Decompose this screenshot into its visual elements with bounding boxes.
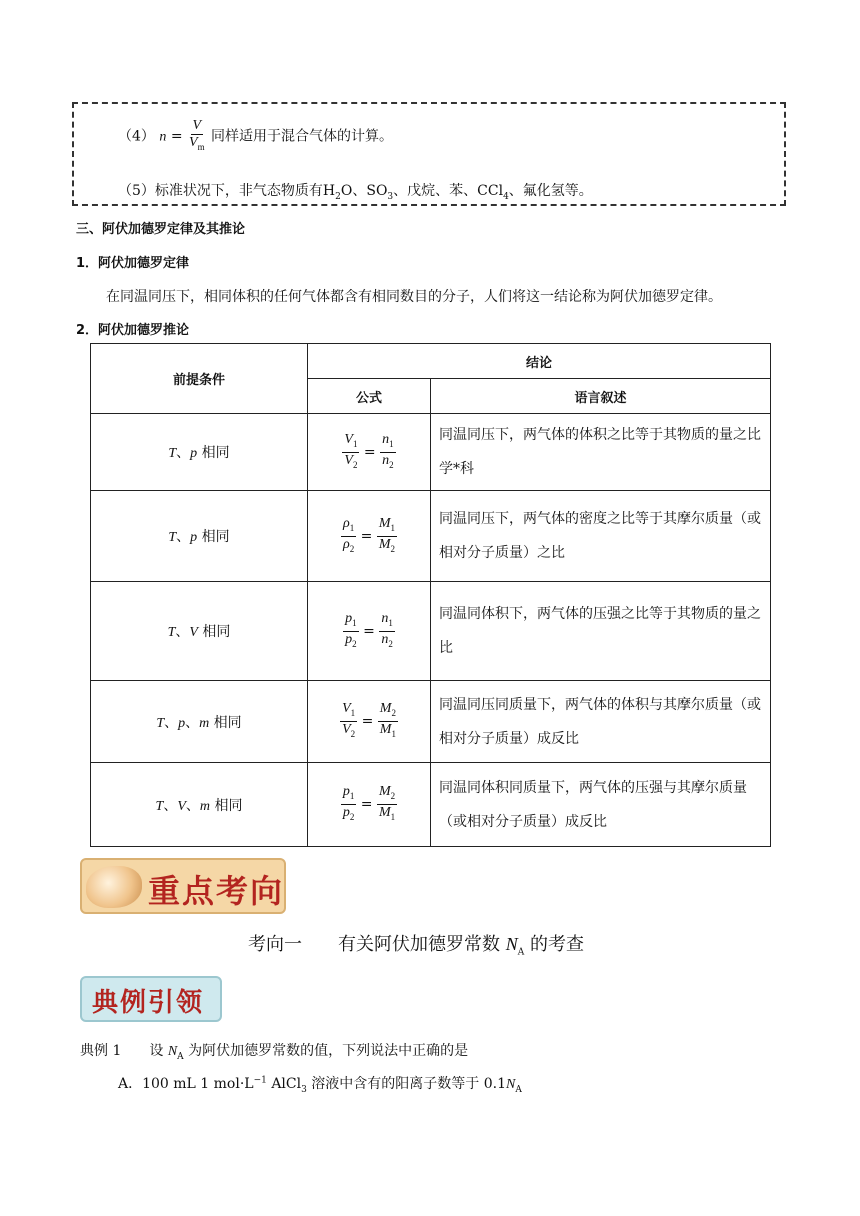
badge-title: 典例引领 <box>92 988 205 1018</box>
note-item-5: （5）标准状况下，非气态物质有$H_2O$、$SO_3$、戊烷、苯、CCl$_4$、氟化氢等。 <box>118 183 593 202</box>
example-1-option-a: A．100 mL 1 $mol\cdot L^{-1}$ AlCl$_3$ 溶液中含有的阳离子数等于 $0.1N_A$ <box>118 1075 522 1095</box>
description-cell: 同温同压同质量下，两气体的体积与其摩尔质量（或相对分子质量）成反比 <box>431 681 771 763</box>
table-row <box>91 414 771 491</box>
subsection-title-1: 1．阿伏加德罗定律 <box>76 256 190 271</box>
description-cell: 同温同压下，两气体的密度之比等于其摩尔质量（或相对分子质量）之比 <box>431 491 771 582</box>
seashell-icon <box>86 866 142 908</box>
note-item-4: （4） n = $\frac{V}{V_m}$ 同样适用于混合气体的计算。 <box>118 118 393 155</box>
formula-cell: $\frac{p_1}{p_2}$ = $\frac{M_2}{M_1}$ <box>308 763 431 847</box>
condition-cell: T、V、m 相同 <box>91 763 308 847</box>
key-direction-banner <box>80 858 286 914</box>
description-cell: 同温同体积同质量下，两气体的压强与其摩尔质量（或相对分子质量）成反比 <box>431 763 771 847</box>
header-description: 语言叙述 <box>431 379 771 414</box>
condition-cell: T、V 相同 <box>91 582 308 681</box>
header-condition: 前提条件 <box>91 344 308 414</box>
description-cell: 同温同体积下，两气体的压强之比等于其物质的量之比 <box>431 582 771 681</box>
formula-cell: $\frac{V_1}{V_2}$ = $\frac{M_2}{M_1}$ <box>308 681 431 763</box>
section-title: 三、阿伏加德罗定律及其推论 <box>76 222 246 237</box>
direction-title: 考向一 有关阿伏加德罗常数 $N_A$ 的考查 <box>248 934 584 958</box>
banner-title: 重点考向 <box>148 872 285 910</box>
fraction-v-over-vm: $\frac{V}{V_m}$ <box>189 118 205 152</box>
formula-cell: $\frac{p_1}{p_2}$ = $\frac{n_1}{n_2}$ <box>308 582 431 681</box>
table-row <box>91 681 771 763</box>
header-formula: 公式 <box>308 379 431 414</box>
formula-cell: $\frac{V_1}{V_2}$ = $\frac{n_1}{n_2}$ <box>308 414 431 491</box>
avogadro-inference-table <box>90 343 771 847</box>
table-row <box>91 763 771 847</box>
table-row <box>91 491 771 582</box>
example-1-question: 典例 1 设 $N_A$ 为阿伏加德罗常数的值，下列说法中正确的是 <box>80 1043 469 1062</box>
example-badge <box>80 976 222 1022</box>
table-row <box>91 582 771 681</box>
description-cell: 同温同压下，两气体的体积之比等于其物质的量之比学*科 <box>431 414 771 491</box>
subsection-title-2: 2．阿伏加德罗推论 <box>76 323 190 338</box>
condition-cell: T、p 相同 <box>91 491 308 582</box>
paragraph-avogadro-law: 在同温同压下，相同体积的任何气体都含有相同数目的分子，人们将这一结论称为阿伏加德罗定律。 <box>106 289 722 305</box>
condition-cell: T、p 相同 <box>91 414 308 491</box>
header-conclusion: 结论 <box>308 344 771 379</box>
formula-cell: $\frac{\rho_1}{\rho_2}$ = $\frac{M_1}{M_2}$ <box>308 491 431 582</box>
condition-cell: T、p、m 相同 <box>91 681 308 763</box>
